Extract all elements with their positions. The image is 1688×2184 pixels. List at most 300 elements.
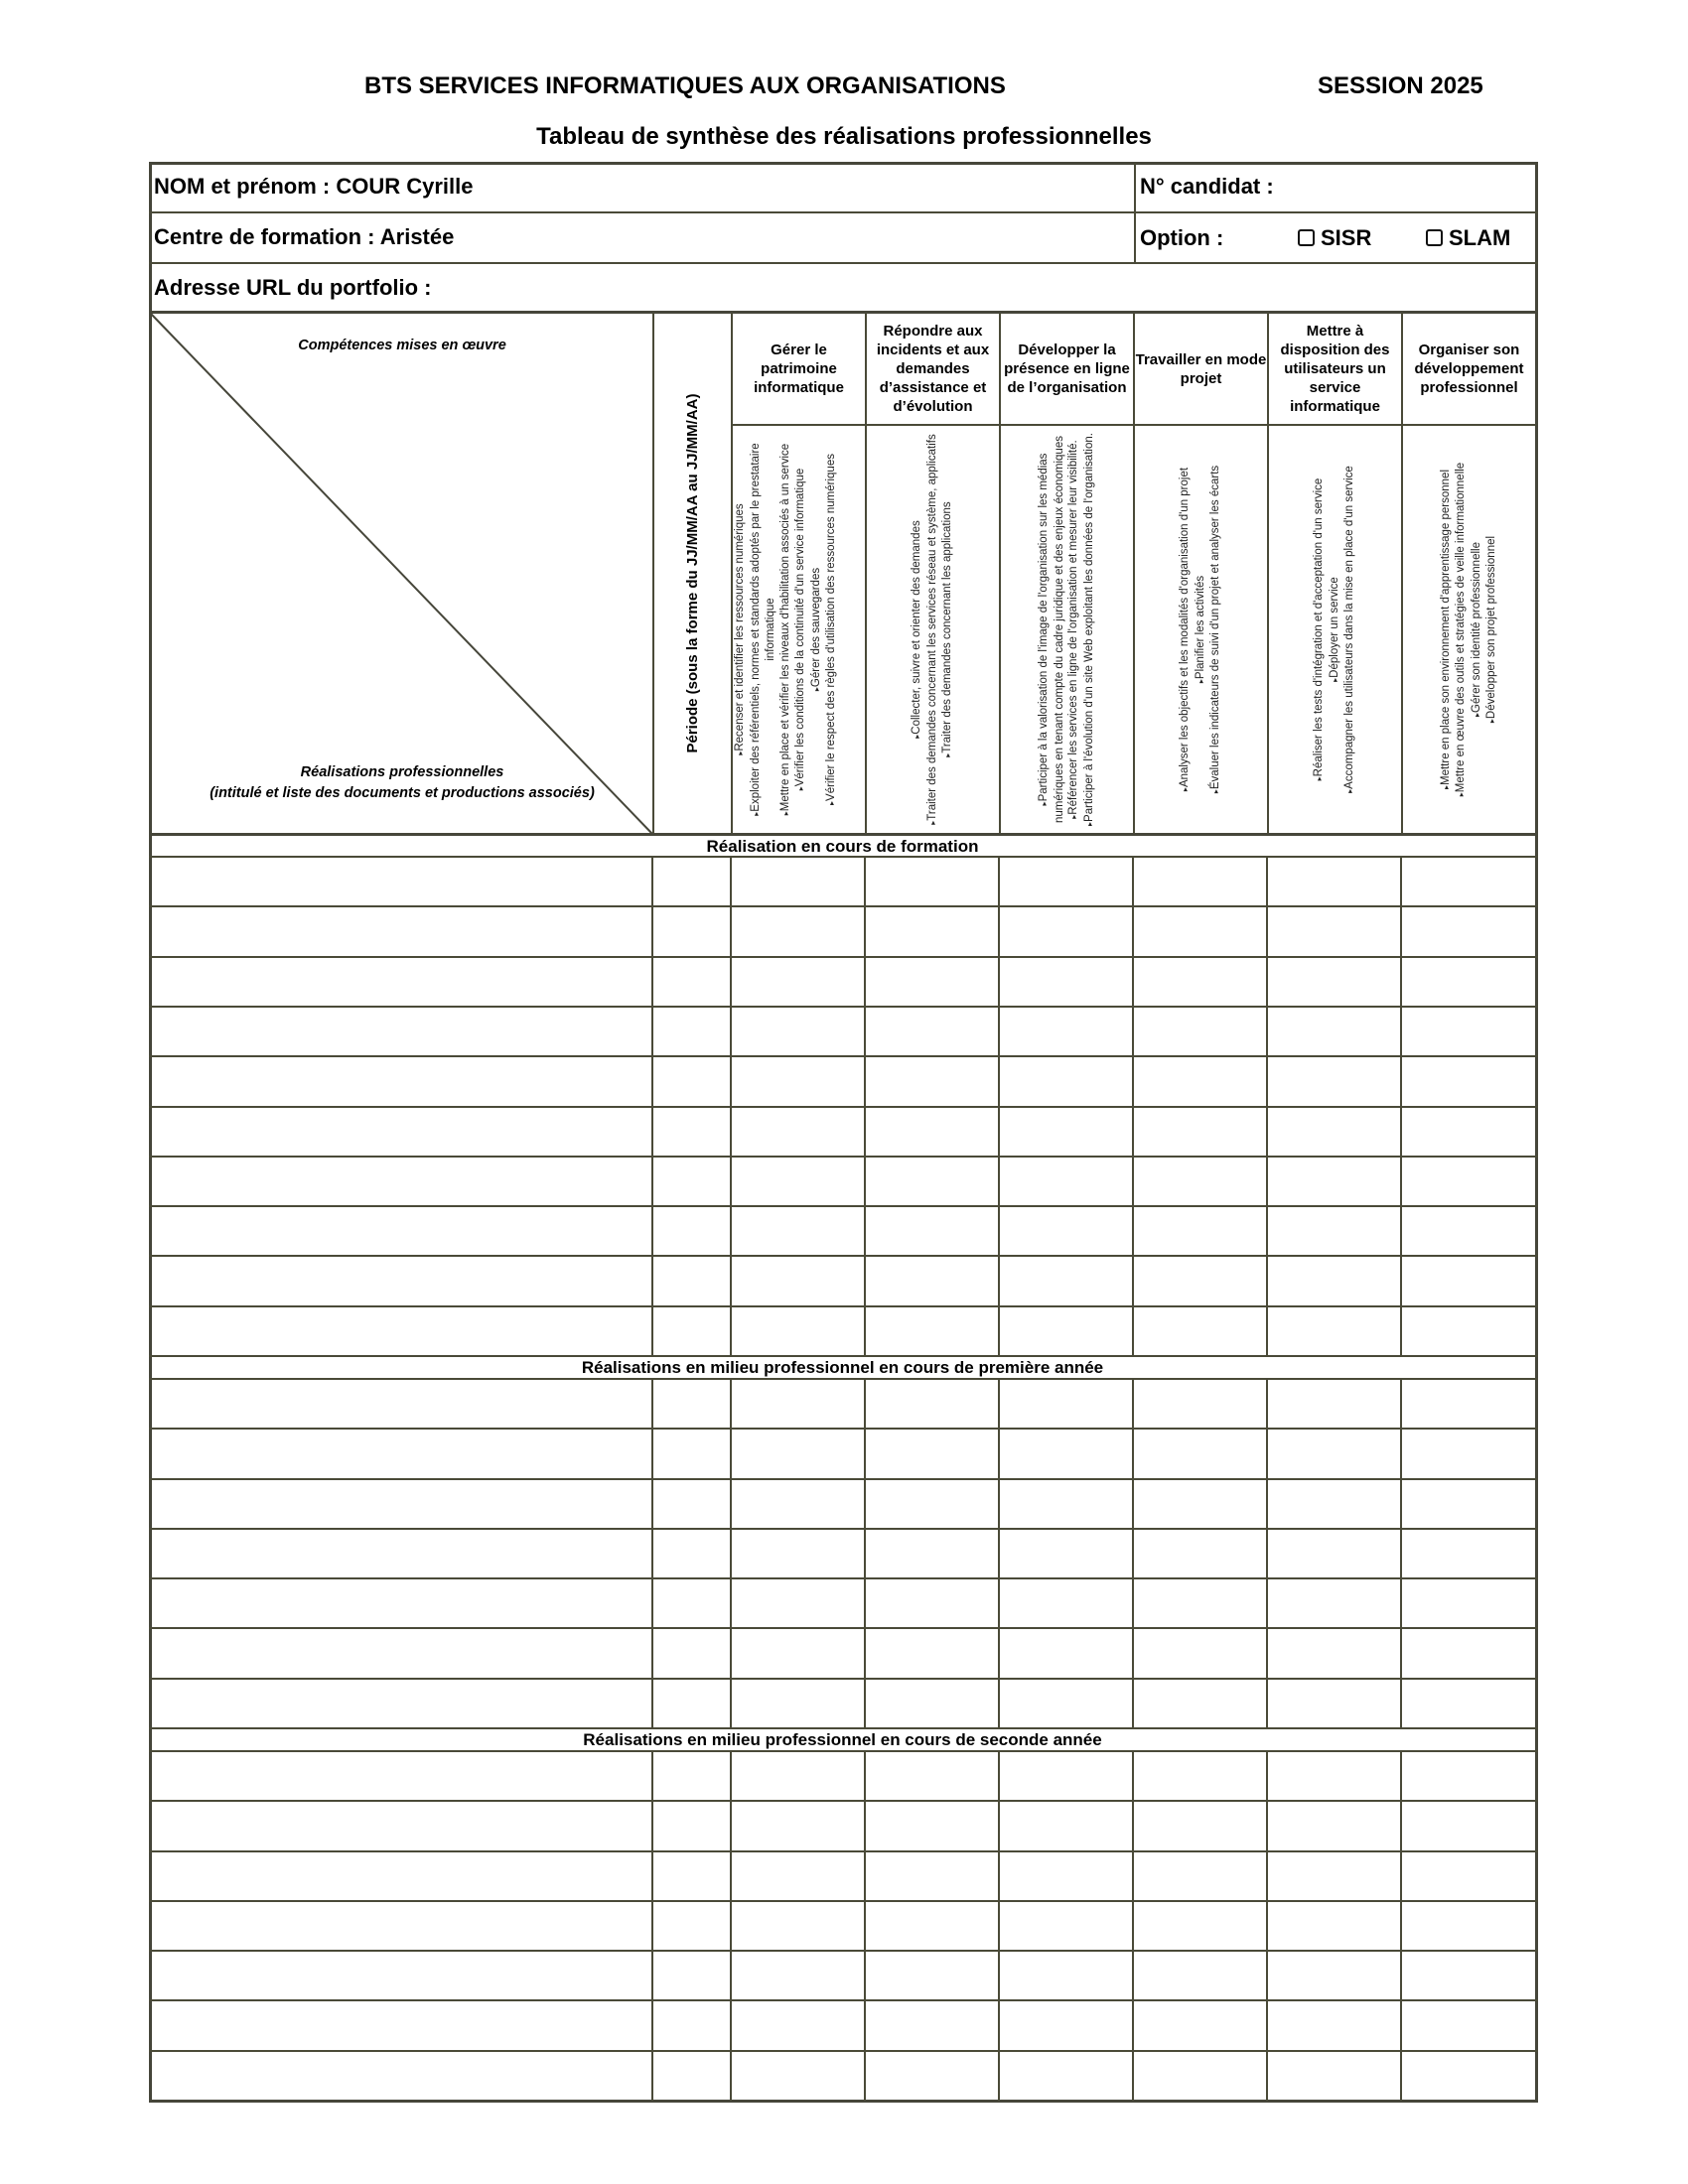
competence-1-cell[interactable] bbox=[731, 906, 865, 956]
document-title: BTS SERVICES INFORMATIQUES AUX ORGANISATIONS bbox=[364, 72, 1006, 99]
page-subtitle: Tableau de synthèse des réalisations professionnelles bbox=[536, 123, 1152, 150]
column-divider bbox=[1266, 1379, 1268, 1728]
competence-items bbox=[867, 426, 999, 833]
competence-6-cell[interactable] bbox=[1401, 1157, 1536, 1206]
competence-3-cell[interactable] bbox=[999, 2000, 1133, 2050]
competence-2-cell[interactable] bbox=[865, 1379, 999, 1429]
table-row bbox=[149, 1679, 1538, 1728]
competence-5-cell[interactable] bbox=[1267, 1256, 1401, 1305]
realisation-cell[interactable] bbox=[149, 857, 652, 906]
table-row bbox=[149, 1157, 1538, 1206]
column-divider bbox=[864, 1379, 866, 1728]
competence-item: ▸ Accompagner les utilisateurs dans la mise en place d'un service bbox=[1342, 466, 1358, 793]
period-cell[interactable] bbox=[652, 2000, 731, 2050]
competence-item: ▸ Mettre en place et vérifier les niveaux d'habilitation associés à un service bbox=[778, 444, 794, 815]
column-divider bbox=[864, 857, 866, 1356]
competence-2-cell[interactable] bbox=[865, 1901, 999, 1951]
realisation-cell[interactable] bbox=[149, 1306, 652, 1356]
competence-2-cell[interactable] bbox=[865, 1056, 999, 1106]
competence-5-cell[interactable] bbox=[1267, 906, 1401, 956]
competence-items bbox=[1001, 426, 1133, 833]
candidate-name-field[interactable] bbox=[154, 174, 473, 200]
competence-6-cell[interactable] bbox=[1401, 1429, 1536, 1478]
competence-6-cell[interactable] bbox=[1401, 906, 1536, 956]
checkbox-icon bbox=[1426, 229, 1443, 246]
column-divider bbox=[1400, 1751, 1402, 2101]
table-row bbox=[149, 1429, 1538, 1478]
competence-2-cell[interactable] bbox=[865, 1679, 999, 1728]
competence-4-cell[interactable] bbox=[1133, 906, 1267, 956]
competence-3-cell[interactable] bbox=[999, 1256, 1133, 1305]
competence-3-cell[interactable] bbox=[999, 1578, 1133, 1628]
section-header-training: Réalisation en cours de formation bbox=[706, 836, 979, 856]
section-header-first-year: Réalisations en milieu professionnel en cours de première année bbox=[581, 1357, 1104, 1377]
column-divider bbox=[651, 857, 653, 1356]
competence-5-cell[interactable] bbox=[1267, 1751, 1401, 1801]
competence-2-cell[interactable] bbox=[865, 2000, 999, 2050]
realisation-cell[interactable] bbox=[149, 2000, 652, 2050]
column-divider bbox=[651, 1751, 653, 2101]
competence-6-cell[interactable] bbox=[1401, 1851, 1536, 1901]
competence-3-cell[interactable] bbox=[999, 1679, 1133, 1728]
competence-3-cell[interactable] bbox=[999, 1901, 1133, 1951]
competence-item: ▸ Gérer son identité professionnelle bbox=[1470, 542, 1485, 717]
column-divider bbox=[1400, 857, 1402, 1356]
realisation-cell[interactable] bbox=[149, 1379, 652, 1429]
competence-3-cell[interactable] bbox=[999, 957, 1133, 1007]
realisation-cell[interactable] bbox=[149, 1529, 652, 1578]
competence-5-cell[interactable] bbox=[1267, 1801, 1401, 1850]
competence-2-cell[interactable] bbox=[865, 1107, 999, 1157]
realisation-cell[interactable] bbox=[149, 906, 652, 956]
period-cell[interactable] bbox=[652, 1157, 731, 1206]
competences-axis-label: Compétences mises en œuvre bbox=[298, 338, 506, 353]
realisation-cell[interactable] bbox=[149, 1007, 652, 1056]
competence-4-cell[interactable] bbox=[1133, 2000, 1267, 2050]
competence-2-cell[interactable] bbox=[865, 1851, 999, 1901]
period-cell[interactable] bbox=[652, 1107, 731, 1157]
competence-title bbox=[1001, 314, 1133, 424]
competence-items bbox=[1403, 426, 1535, 833]
period-cell[interactable] bbox=[652, 1628, 731, 1678]
realisation-cell[interactable] bbox=[149, 2051, 652, 2101]
section-grid-training bbox=[149, 857, 1538, 1356]
table-row bbox=[149, 1529, 1538, 1578]
competence-items bbox=[1135, 426, 1267, 833]
realisation-cell[interactable] bbox=[149, 1951, 652, 2000]
competence-item: ▸ Réaliser les tests d'intégration et d'acceptation d'un service bbox=[1312, 478, 1328, 781]
competence-6-cell[interactable] bbox=[1401, 2000, 1536, 2050]
table-row bbox=[149, 1751, 1538, 1801]
column-divider bbox=[1132, 1751, 1134, 2101]
competence-2-cell[interactable] bbox=[865, 1479, 999, 1529]
realisation-cell[interactable] bbox=[149, 1628, 652, 1678]
competence-1-cell[interactable] bbox=[731, 1578, 865, 1628]
realisation-cell[interactable] bbox=[149, 1801, 652, 1850]
competence-5-cell[interactable] bbox=[1267, 1429, 1401, 1478]
column-divider bbox=[998, 1379, 1000, 1728]
table-row bbox=[149, 1056, 1538, 1106]
competence-2-cell[interactable] bbox=[865, 1429, 999, 1478]
competence-2-cell[interactable] bbox=[865, 1578, 999, 1628]
portfolio-url-label: Adresse URL du portfolio : bbox=[154, 275, 432, 300]
diagonal-divider bbox=[149, 313, 655, 835]
period-cell[interactable] bbox=[652, 1951, 731, 2000]
competence-6-cell[interactable] bbox=[1401, 1379, 1536, 1429]
realisation-cell[interactable] bbox=[149, 1901, 652, 1951]
period-cell[interactable] bbox=[652, 1851, 731, 1901]
realisation-cell[interactable] bbox=[149, 1107, 652, 1157]
competence-5-cell[interactable] bbox=[1267, 1306, 1401, 1356]
column-divider bbox=[1400, 1379, 1402, 1728]
competence-2-cell[interactable] bbox=[865, 957, 999, 1007]
competence-1-cell[interactable] bbox=[731, 1429, 865, 1478]
competence-1-cell[interactable] bbox=[731, 1306, 865, 1356]
competence-1-cell[interactable] bbox=[731, 957, 865, 1007]
competence-5-cell[interactable] bbox=[1267, 1056, 1401, 1106]
competence-4-cell[interactable] bbox=[1133, 1479, 1267, 1529]
table-row bbox=[149, 1901, 1538, 1951]
table-row bbox=[149, 1578, 1538, 1628]
competence-item: ▸ Analyser les objectifs et les modalités d'organisation d'un projet bbox=[1178, 468, 1194, 791]
competence-5-cell[interactable] bbox=[1267, 1951, 1401, 2000]
column-divider bbox=[1266, 1751, 1268, 2101]
period-cell[interactable] bbox=[652, 1256, 731, 1305]
realisations-axis-label bbox=[152, 762, 652, 804]
competence-title-text: Organiser son développement professionnel bbox=[1414, 341, 1524, 396]
competence-4-cell[interactable] bbox=[1133, 1801, 1267, 1850]
competence-3-cell[interactable] bbox=[999, 1379, 1133, 1429]
competence-6-cell[interactable] bbox=[1401, 1306, 1536, 1356]
competence-4-cell[interactable] bbox=[1133, 1751, 1267, 1801]
competence-6-cell[interactable] bbox=[1401, 1256, 1536, 1305]
candidate-name-label: NOM et prénom : COUR Cyrille bbox=[154, 174, 474, 199]
competence-1-cell[interactable] bbox=[731, 1801, 865, 1850]
competence-title bbox=[1135, 314, 1267, 424]
competence-3-cell[interactable] bbox=[999, 1157, 1133, 1206]
session-label: SESSION 2025 bbox=[1318, 72, 1483, 99]
competence-6-cell[interactable] bbox=[1401, 1679, 1536, 1728]
competence-6-cell[interactable] bbox=[1401, 1206, 1536, 1256]
competence-1-cell[interactable] bbox=[731, 2051, 865, 2101]
period-header-label: Période (sous la forme du JJ/MM/AA au JJ/MM/AA) bbox=[684, 393, 701, 753]
competence-items bbox=[1269, 426, 1401, 833]
competence-2-cell[interactable] bbox=[865, 1306, 999, 1356]
period-cell[interactable] bbox=[652, 1578, 731, 1628]
competence-4-cell[interactable] bbox=[1133, 1056, 1267, 1106]
competence-title-text: Mettre à disposition des utilisateurs un service informatique bbox=[1280, 323, 1390, 415]
competence-1-cell[interactable] bbox=[731, 1007, 865, 1056]
competence-2-cell[interactable] bbox=[865, 2051, 999, 2101]
competence-3-cell[interactable] bbox=[999, 1107, 1133, 1157]
competence-1-cell[interactable] bbox=[731, 2000, 865, 2050]
competence-5-cell[interactable] bbox=[1267, 1479, 1401, 1529]
competence-4-cell[interactable] bbox=[1133, 1379, 1267, 1429]
competence-2-cell[interactable] bbox=[865, 857, 999, 906]
competence-1-cell[interactable] bbox=[731, 1056, 865, 1106]
period-cell[interactable] bbox=[652, 1379, 731, 1429]
competence-1-cell[interactable] bbox=[731, 1951, 865, 2000]
competence-4-cell[interactable] bbox=[1133, 1679, 1267, 1728]
table-row bbox=[149, 2051, 1538, 2101]
competence-5-cell[interactable] bbox=[1267, 1007, 1401, 1056]
competence-3-cell[interactable] bbox=[999, 1429, 1133, 1478]
competence-title-text: Développer la présence en ligne de l’organisation bbox=[1004, 341, 1130, 396]
competence-3-cell[interactable] bbox=[999, 1007, 1133, 1056]
competence-item: ▸ Développer son projet professionnel bbox=[1484, 536, 1500, 723]
competence-title bbox=[1269, 314, 1401, 424]
competence-6-cell[interactable] bbox=[1401, 1529, 1536, 1578]
competence-5-cell[interactable] bbox=[1267, 1379, 1401, 1429]
competence-5-cell[interactable] bbox=[1267, 1578, 1401, 1628]
table-row bbox=[149, 2000, 1538, 2050]
competence-5-cell[interactable] bbox=[1267, 1901, 1401, 1951]
competence-3-cell[interactable] bbox=[999, 1206, 1133, 1256]
competence-1-cell[interactable] bbox=[731, 1529, 865, 1578]
competence-item: ▸ Vérifier le respect des règles d'utilisation des ressources numériques bbox=[824, 454, 840, 805]
competence-4-cell[interactable] bbox=[1133, 1256, 1267, 1305]
competence-title-text: Gérer le patrimoine informatique bbox=[754, 341, 844, 396]
competence-item: ▸ Vérifier les conditions de la continuité d'un service informatique bbox=[793, 469, 809, 791]
competence-5-cell[interactable] bbox=[1267, 1157, 1401, 1206]
competence-5-cell[interactable] bbox=[1267, 2051, 1401, 2101]
option-label: Option : bbox=[1140, 225, 1224, 250]
competence-4-cell[interactable] bbox=[1133, 1578, 1267, 1628]
competence-1-cell[interactable] bbox=[731, 1679, 865, 1728]
competence-4-cell[interactable] bbox=[1133, 1951, 1267, 2000]
competence-2-cell[interactable] bbox=[865, 1157, 999, 1206]
realisation-cell[interactable] bbox=[149, 1578, 652, 1628]
competence-3-cell[interactable] bbox=[999, 906, 1133, 956]
realisation-cell[interactable] bbox=[149, 1679, 652, 1728]
competence-4-cell[interactable] bbox=[1133, 1901, 1267, 1951]
info-column-divider bbox=[1134, 163, 1136, 263]
competence-4-cell[interactable] bbox=[1133, 857, 1267, 906]
competence-4-cell[interactable] bbox=[1133, 1206, 1267, 1256]
competence-6-cell[interactable] bbox=[1401, 957, 1536, 1007]
competence-6-cell[interactable] bbox=[1401, 1056, 1536, 1106]
competence-3-cell[interactable] bbox=[999, 2051, 1133, 2101]
option-slam-checkbox[interactable] bbox=[1426, 225, 1510, 251]
column-divider bbox=[998, 1751, 1000, 2101]
competence-2-cell[interactable] bbox=[865, 906, 999, 956]
period-header bbox=[654, 314, 731, 833]
competence-6-cell[interactable] bbox=[1401, 1107, 1536, 1157]
realisation-cell[interactable] bbox=[149, 1256, 652, 1305]
column-divider bbox=[1266, 857, 1268, 1356]
competence-title-text: Travailler en mode projet bbox=[1135, 350, 1267, 387]
competence-1-cell[interactable] bbox=[731, 1206, 865, 1256]
period-cell[interactable] bbox=[652, 857, 731, 906]
checkbox-icon bbox=[1298, 229, 1315, 246]
table-border-top bbox=[149, 162, 1538, 165]
period-cell[interactable] bbox=[652, 1429, 731, 1478]
portfolio-url-field[interactable] bbox=[154, 275, 432, 301]
column-divider bbox=[730, 857, 732, 1356]
competence-1-cell[interactable] bbox=[731, 1107, 865, 1157]
competence-2-cell[interactable] bbox=[865, 1206, 999, 1256]
column-divider bbox=[864, 1751, 866, 2101]
competence-5-cell[interactable] bbox=[1267, 1628, 1401, 1678]
competence-6-cell[interactable] bbox=[1401, 1951, 1536, 2000]
competence-1-cell[interactable] bbox=[731, 1379, 865, 1429]
competence-4-cell[interactable] bbox=[1133, 1007, 1267, 1056]
period-cell[interactable] bbox=[652, 1751, 731, 1801]
candidate-number-field[interactable] bbox=[1140, 174, 1274, 200]
competence-6-cell[interactable] bbox=[1401, 1751, 1536, 1801]
competence-4-cell[interactable] bbox=[1133, 1429, 1267, 1478]
competence-1-cell[interactable] bbox=[731, 1256, 865, 1305]
competence-2-cell[interactable] bbox=[865, 1529, 999, 1578]
competence-5-cell[interactable] bbox=[1267, 857, 1401, 906]
section-bottom-divider bbox=[149, 1727, 1538, 1729]
competence-item: ▸ Évaluer les indicateurs de suivi d'un projet et analyser les écarts bbox=[1208, 466, 1224, 793]
competence-title bbox=[733, 314, 865, 424]
period-cell[interactable] bbox=[652, 2051, 731, 2101]
competence-item: ▸ Déployer un service bbox=[1328, 577, 1343, 682]
table-row bbox=[149, 1007, 1538, 1056]
competence-3-cell[interactable] bbox=[999, 1801, 1133, 1850]
realisation-cell[interactable] bbox=[149, 1157, 652, 1206]
competence-1-cell[interactable] bbox=[731, 1628, 865, 1678]
competence-item: ▸ Traiter des demandes concernant les services réseau et système, applicatifs bbox=[925, 434, 941, 825]
info-row-divider bbox=[149, 211, 1538, 213]
period-cell[interactable] bbox=[652, 1801, 731, 1850]
column-divider bbox=[730, 1751, 732, 2101]
competence-1-cell[interactable] bbox=[731, 1901, 865, 1951]
competence-4-cell[interactable] bbox=[1133, 2051, 1267, 2101]
competence-item: ▸ Gérer des sauvegardes bbox=[809, 568, 825, 691]
competence-4-cell[interactable] bbox=[1133, 1529, 1267, 1578]
competence-2-cell[interactable] bbox=[865, 1951, 999, 2000]
competence-2-cell[interactable] bbox=[865, 1801, 999, 1850]
competence-2-cell[interactable] bbox=[865, 1751, 999, 1801]
column-divider bbox=[1132, 1379, 1134, 1728]
realisation-cell[interactable] bbox=[149, 957, 652, 1007]
competence-3-cell[interactable] bbox=[999, 1628, 1133, 1678]
competence-5-cell[interactable] bbox=[1267, 1851, 1401, 1901]
competence-3-cell[interactable] bbox=[999, 1529, 1133, 1578]
table-row bbox=[149, 957, 1538, 1007]
competence-6-cell[interactable] bbox=[1401, 857, 1536, 906]
period-cell[interactable] bbox=[652, 957, 731, 1007]
period-cell[interactable] bbox=[652, 1056, 731, 1106]
period-cell[interactable] bbox=[652, 1306, 731, 1356]
competence-5-cell[interactable] bbox=[1267, 957, 1401, 1007]
realisations-axis-subtitle: (intitulé et liste des documents et productions associés) bbox=[210, 785, 595, 801]
competence-4-cell[interactable] bbox=[1133, 957, 1267, 1007]
realisation-cell[interactable] bbox=[149, 1479, 652, 1529]
section-grid-second-year bbox=[149, 1751, 1538, 2101]
competence-2-cell[interactable] bbox=[865, 1256, 999, 1305]
training-center-label: Centre de formation : Aristée bbox=[154, 224, 455, 249]
competence-3-cell[interactable] bbox=[999, 1479, 1133, 1529]
competence-5-cell[interactable] bbox=[1267, 2000, 1401, 2050]
table-row bbox=[149, 1206, 1538, 1256]
realisation-cell[interactable] bbox=[149, 1851, 652, 1901]
column-divider bbox=[651, 1379, 653, 1728]
competence-6-cell[interactable] bbox=[1401, 1801, 1536, 1850]
competence-5-cell[interactable] bbox=[1267, 1206, 1401, 1256]
competence-6-cell[interactable] bbox=[1401, 2051, 1536, 2101]
period-cell[interactable] bbox=[652, 1529, 731, 1578]
period-cell[interactable] bbox=[652, 1007, 731, 1056]
period-cell[interactable] bbox=[652, 906, 731, 956]
competence-5-cell[interactable] bbox=[1267, 1529, 1401, 1578]
competence-item: ▸ Planifier les activités bbox=[1194, 576, 1209, 683]
competence-5-cell[interactable] bbox=[1267, 1107, 1401, 1157]
competence-2-cell[interactable] bbox=[865, 1628, 999, 1678]
competence-2-cell[interactable] bbox=[865, 1007, 999, 1056]
competence-3-cell[interactable] bbox=[999, 1751, 1133, 1801]
competence-1-cell[interactable] bbox=[731, 1751, 865, 1801]
competence-title-text: Répondre aux incidents et aux demandes d’assistance et d’évolution bbox=[876, 323, 990, 415]
competence-6-cell[interactable] bbox=[1401, 1007, 1536, 1056]
competence-3-cell[interactable] bbox=[999, 1306, 1133, 1356]
table-row bbox=[149, 1851, 1538, 1901]
competence-4-cell[interactable] bbox=[1133, 1107, 1267, 1157]
table-row bbox=[149, 1256, 1538, 1305]
competence-4-cell[interactable] bbox=[1133, 1851, 1267, 1901]
competence-1-cell[interactable] bbox=[731, 1479, 865, 1529]
competence-6-cell[interactable] bbox=[1401, 1901, 1536, 1951]
competence-1-cell[interactable] bbox=[731, 1157, 865, 1206]
table-row bbox=[149, 1107, 1538, 1157]
section-header-second-year: Réalisations en milieu professionnel en cours de seconde année bbox=[583, 1729, 1102, 1749]
info-row-divider bbox=[149, 262, 1538, 264]
column-divider bbox=[998, 857, 1000, 1356]
realisation-cell[interactable] bbox=[149, 1751, 652, 1801]
competence-3-cell[interactable] bbox=[999, 1056, 1133, 1106]
competence-3-cell[interactable] bbox=[999, 1851, 1133, 1901]
period-cell[interactable] bbox=[652, 1206, 731, 1256]
realisation-cell[interactable] bbox=[149, 1206, 652, 1256]
competence-4-cell[interactable] bbox=[1133, 1628, 1267, 1678]
competence-5-cell[interactable] bbox=[1267, 1679, 1401, 1728]
section-grid-first-year bbox=[149, 1379, 1538, 1728]
competence-4-cell[interactable] bbox=[1133, 1306, 1267, 1356]
competence-1-cell[interactable] bbox=[731, 857, 865, 906]
period-cell[interactable] bbox=[652, 1479, 731, 1529]
competence-item: ▸ Recenser et identifier les ressources numériques bbox=[733, 503, 749, 754]
realisations-axis-title: Réalisations professionnelles bbox=[300, 764, 504, 780]
table-row bbox=[149, 1801, 1538, 1850]
competence-6-cell[interactable] bbox=[1401, 1479, 1536, 1529]
period-cell[interactable] bbox=[652, 1901, 731, 1951]
competence-item: ▸ Référencer les services en ligne de l'organisation et mesurer leur visibilité. bbox=[1066, 440, 1082, 818]
competence-6-cell[interactable] bbox=[1401, 1578, 1536, 1628]
column-divider bbox=[730, 1379, 732, 1728]
option-sisr-checkbox[interactable] bbox=[1298, 225, 1371, 251]
competence-3-cell[interactable] bbox=[999, 1951, 1133, 2000]
competence-items bbox=[733, 426, 865, 833]
realisation-cell[interactable] bbox=[149, 1429, 652, 1478]
option-slam-label: SLAM bbox=[1449, 225, 1511, 250]
competence-1-cell[interactable] bbox=[731, 1851, 865, 1901]
competence-6-cell[interactable] bbox=[1401, 1628, 1536, 1678]
period-cell[interactable] bbox=[652, 1679, 731, 1728]
realisation-cell[interactable] bbox=[149, 1056, 652, 1106]
competence-3-cell[interactable] bbox=[999, 857, 1133, 906]
training-center-field[interactable] bbox=[154, 224, 454, 250]
competence-4-cell[interactable] bbox=[1133, 1157, 1267, 1206]
competence-item: ▸ Collecter, suivre et orienter des demandes bbox=[910, 520, 925, 738]
table-row bbox=[149, 1479, 1538, 1529]
option-sisr-label: SISR bbox=[1321, 225, 1372, 250]
table-row bbox=[149, 1951, 1538, 2000]
column-divider bbox=[1132, 857, 1134, 1356]
competence-item: ▸ Participer à l'évolution d'un site Web exploitant les données de l'organisation. bbox=[1082, 433, 1098, 826]
